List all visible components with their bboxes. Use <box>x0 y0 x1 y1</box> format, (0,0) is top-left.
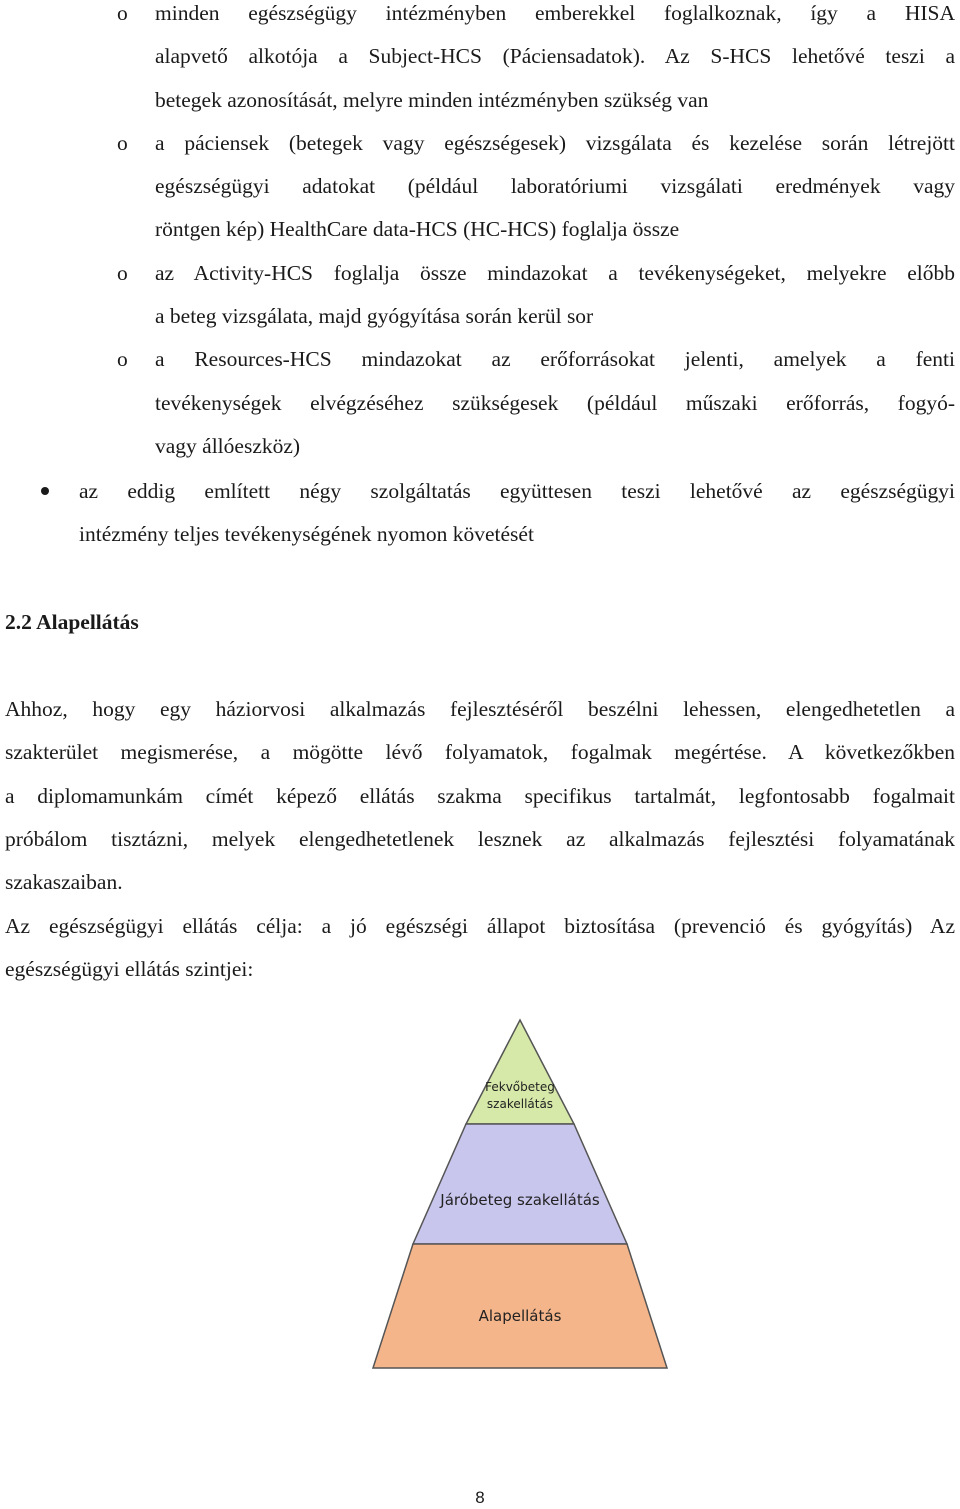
section-heading: 2.2 Alapellátás <box>5 610 139 634</box>
sub-item-marker: o <box>117 261 128 285</box>
bullet-line: az eddig említett négy szolgáltatás együttesen teszi lehetővé az egészségügyi <box>79 479 955 503</box>
sub-item-line: a beteg vizsgálata, majd gyógyítása során kerül sor <box>155 304 594 328</box>
pyramid-label-bottom: Alapellátás <box>478 1307 562 1325</box>
paragraph-line: egészségügyi ellátás szintjei: <box>5 957 254 981</box>
pyramid-label-middle: Járóbeteg szakellátás <box>440 1191 600 1209</box>
pyramid-label-top-1: Fekvőbeteg <box>485 1080 555 1094</box>
sub-item-marker: o <box>117 1 128 25</box>
paragraph-line: próbálom tisztázni, melyek elengedhetetlenek lesznek az alkalmazás fejlesztési folyamatának <box>5 827 955 851</box>
sub-item-marker: o <box>117 347 128 371</box>
paragraph-line: szakterület megismerése, a mögötte lévő folyamatok, fogalmak megértése. A következőkben <box>5 740 955 764</box>
bullet-dot <box>41 487 49 495</box>
paragraph-line: szakaszaiban. <box>5 870 123 894</box>
sub-item-marker: o <box>117 131 128 155</box>
sub-item-line: tevékenységek elvégzéséhez szükségesek (például műszaki erőforrás, fogyó- <box>155 391 955 415</box>
sub-item-line: az Activity-HCS foglalja össze mindazokat a tevékenységeket, melyekre előbb <box>155 261 955 285</box>
sub-item-line: alapvető alkotója a Subject-HCS (Páciensadatok). Az S-HCS lehetővé teszi a <box>155 44 955 68</box>
pyramid-label-top-2: szakellátás <box>486 1097 554 1111</box>
bullet-line: intézmény teljes tevékenységének nyomon követését <box>79 522 534 546</box>
sub-item-line: a páciensek (betegek vagy egészségesek) vizsgálata és kezelése során létrejött <box>155 131 955 155</box>
care-levels-pyramid <box>370 1018 670 1370</box>
paragraph-line: Az egészségügyi ellátás célja: a jó egészségi állapot biztosítása (prevenció és gyógyítás) Az <box>5 914 955 938</box>
sub-item-line: betegek azonosítását, melyre minden intézményben szükség van <box>155 88 709 112</box>
sub-item-line: vagy állóeszköz) <box>155 434 301 458</box>
pyramid-level-middle <box>413 1124 627 1244</box>
sub-item-line: a Resources-HCS mindazokat az erőforrásokat jelenti, amelyek a fenti <box>155 347 955 371</box>
sub-item-line: egészségügyi adatokat (például laboratóriumi vizsgálati eredmények vagy <box>155 174 955 198</box>
paragraph-line: a diplomamunkám címét képező ellátás szakma specifikus tartalmát, legfontosabb fogalmait <box>5 784 955 808</box>
sub-item-line: röntgen kép) HealthCare data-HCS (HC-HCS) foglalja össze <box>155 217 680 241</box>
pyramid-level-bottom <box>373 1244 667 1368</box>
page-number: 8 <box>475 1488 485 1507</box>
paragraph-line: Ahhoz, hogy egy háziorvosi alkalmazás fejlesztéséről beszélni lehessen, elengedhetetlen a <box>5 697 955 721</box>
sub-item-line: minden egészségügy intézményben emberekkel foglalkoznak, így a HISA <box>155 1 955 25</box>
